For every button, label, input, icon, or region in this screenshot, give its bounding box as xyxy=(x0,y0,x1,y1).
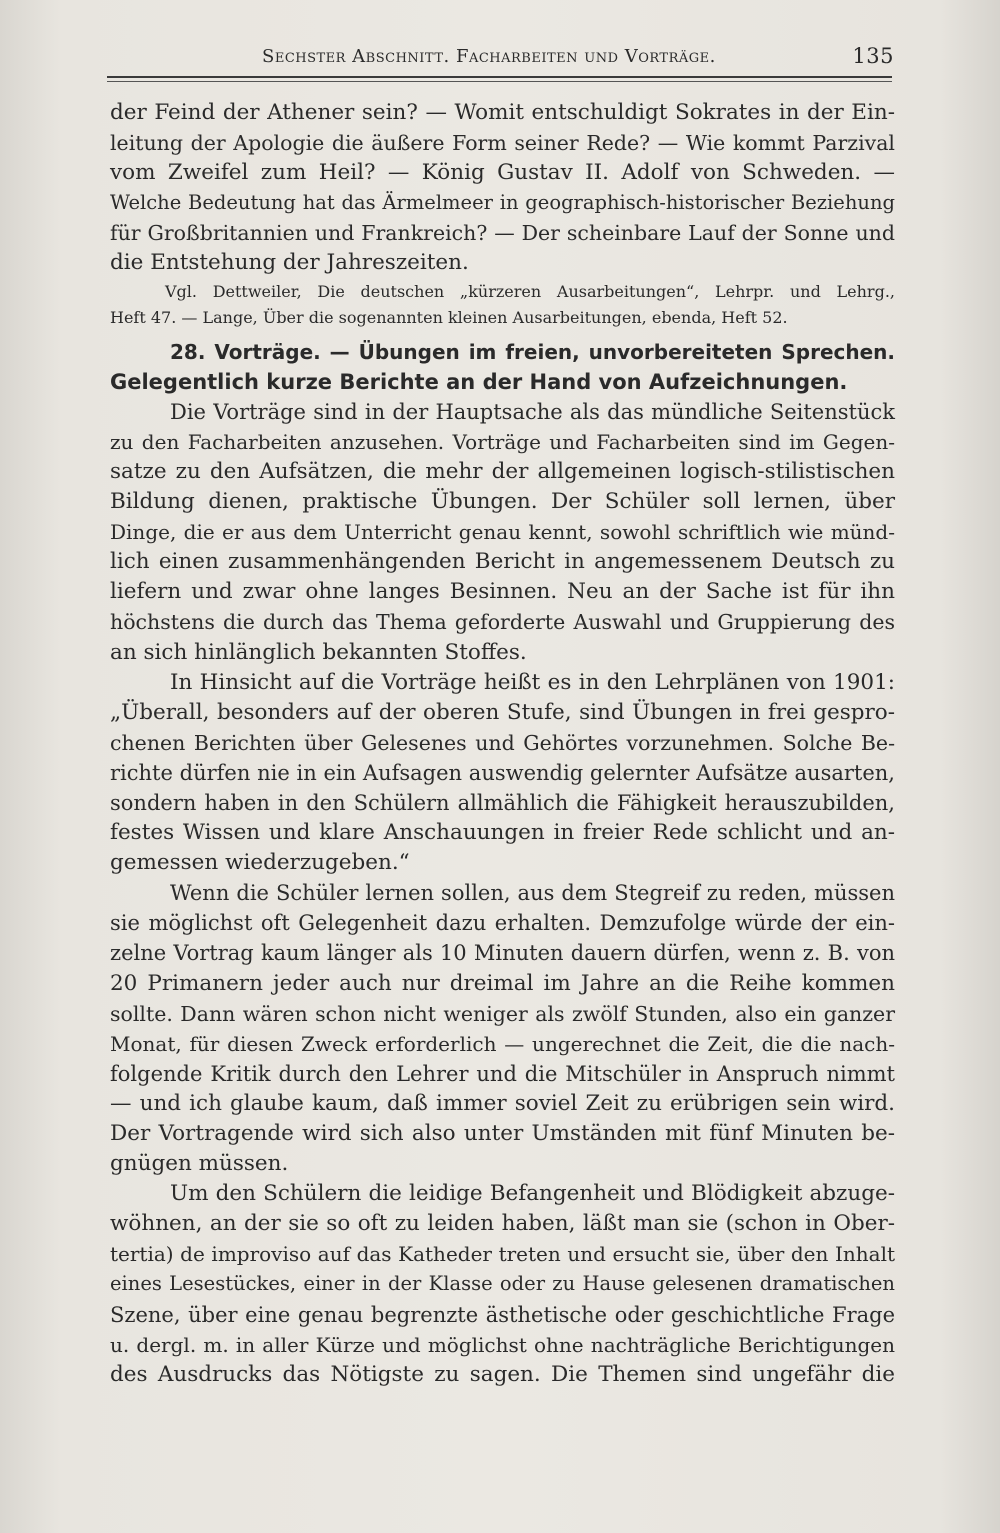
text-line: In Hinsicht auf die Vorträge heißt es in den Lehrplänen von 1901: xyxy=(170,669,895,695)
text-line: eines Lesestückes, einer in der Klasse oder zu Hause gelesenen dramatischen xyxy=(110,1272,895,1296)
text-line: chenen Berichten über Gelesenes und Gehörtes vorzunehmen. Solche Be- xyxy=(110,730,895,755)
header-rule xyxy=(107,76,892,78)
text-line: an sich hinlänglich bekannten Stoffes. xyxy=(110,639,527,665)
text-line: liefern und zwar ohne langes Besinnen. Neu an der Sache ist für ihn xyxy=(110,579,895,605)
text-line: festes Wissen und klare Anschauungen in freier Rede schlicht und an- xyxy=(110,820,895,846)
section-heading: 28. Vorträge. — Übungen im freien, unvorbereiteten Sprechen. xyxy=(170,339,895,364)
text-line: des Ausdrucks das Nötigste zu sagen. Die Themen sind ungefähr die xyxy=(110,1361,895,1387)
text-line: Szene, über eine genau begrenzte ästhetische oder geschichtliche Frage xyxy=(110,1302,895,1327)
text-line: sie möglichst oft Gelegenheit dazu erhalten. Demzufolge würde der ein- xyxy=(110,911,895,936)
text-line: richte dürfen nie in ein Aufsagen auswendig gelernter Aufsätze ausarten, xyxy=(110,760,895,785)
text-line: leitung der Apologie die äußere Form seiner Rede? — Wie kommt Parzival xyxy=(110,131,895,156)
text-line: satze zu den Aufsätzen, die mehr der allgemeinen logisch-stilistischen xyxy=(110,458,895,484)
running-title: Sechster Abschnitt. Facharbeiten und Vorträge. xyxy=(262,46,716,67)
text-line: Welche Bedeutung hat das Ärmelmeer in geographisch-historischer Beziehung xyxy=(110,191,895,215)
text-line: wöhnen, an der sie so oft zu leiden haben, läßt man sie (schon in Ober- xyxy=(110,1211,895,1237)
text-line: zu den Facharbeiten anzusehen. Vorträge und Facharbeiten sind im Gegen- xyxy=(110,429,895,454)
text-line: Monat, für diesen Zweck erforderlich — ungerechnet die Zeit, die die nach- xyxy=(110,1031,895,1056)
text-line: höchstens die durch das Thema geforderte Auswahl und Gruppierung des xyxy=(110,610,895,635)
running-header xyxy=(262,44,894,70)
text-line: Die Vorträge sind in der Hauptsache als das mündliche Seitenstück xyxy=(170,399,895,424)
text-line: zelne Vortrag kaum länger als 10 Minuten dauern dürfen, wenn z. B. von xyxy=(110,941,895,966)
text-line: lich einen zusammenhängenden Bericht in angemessenem Deutsch zu xyxy=(110,549,895,575)
text-line: u. dergl. m. in aller Kürze und möglichst ohne nachträgliche Berichtigungen xyxy=(110,1332,895,1357)
text-line: Wenn die Schüler lernen sollen, aus dem Stegreif zu reden, müssen xyxy=(170,881,895,906)
text-line: „Überall, besonders auf der oberen Stufe, sind Übungen in frei gespro- xyxy=(110,699,895,725)
text-line: Um den Schülern die leidige Befangenheit und Blödigkeit abzuge- xyxy=(170,1181,895,1207)
text-line: sondern haben in den Schülern allmählich die Fähigkeit herauszubilden, xyxy=(110,790,895,815)
text-line: Bildung dienen, praktische Übungen. Der Schüler soll lernen, über xyxy=(110,489,895,515)
text-line: vom Zweifel zum Heil? — König Gustav II. Adolf von Schweden. — xyxy=(110,160,895,186)
text-line: 20 Primanern jeder auch nur dreimal im Jahre an die Reihe kommen xyxy=(110,970,895,996)
header-rule-thin xyxy=(107,81,892,82)
text-line: gemessen wiederzugeben.“ xyxy=(110,850,410,876)
text-line: — und ich glaube kaum, daß immer soviel Zeit zu erübrigen sein wird. xyxy=(110,1090,895,1116)
text-line: folgende Kritik durch den Lehrer und die Mitschüler in Anspruch nimmt xyxy=(110,1061,895,1086)
text-line: Dinge, die er aus dem Unterricht genau kennt, sowohl schriftlich wie münd- xyxy=(110,520,895,545)
text-line: gnügen müssen. xyxy=(110,1151,289,1177)
text-line: tertia) de improviso auf das Katheder treten und ersucht sie, über den Inhalt xyxy=(110,1242,895,1267)
text-line: der Feind der Athener sein? — Womit entschuldigt Sokrates in der Ein- xyxy=(110,100,895,125)
text-line: die Entstehung der Jahreszeiten. xyxy=(110,250,469,276)
page-number: 135 xyxy=(852,44,894,68)
text-line: Der Vortragende wird sich also unter Umständen mit fünf Minuten be- xyxy=(110,1121,895,1146)
page-body xyxy=(110,98,895,1390)
section-heading: Gelegentlich kurze Berichte an der Hand von Aufzeichnungen. xyxy=(110,369,848,394)
text-line: für Großbritannien und Frankreich? — Der scheinbare Lauf der Sonne und xyxy=(110,221,895,246)
text-line: sollte. Dann wären schon nicht weniger als zwölf Stunden, also ein ganzer xyxy=(110,1001,895,1026)
footnote-line: Vgl. Dettweiler, Die deutschen „kürzeren Ausarbeitungen“, Lehrpr. und Lehrg., xyxy=(165,281,895,301)
footnote-line: Heft 47. — Lange, Über die sogenannten kleinen Ausarbeitungen, ebenda, Heft 52. xyxy=(110,307,788,327)
